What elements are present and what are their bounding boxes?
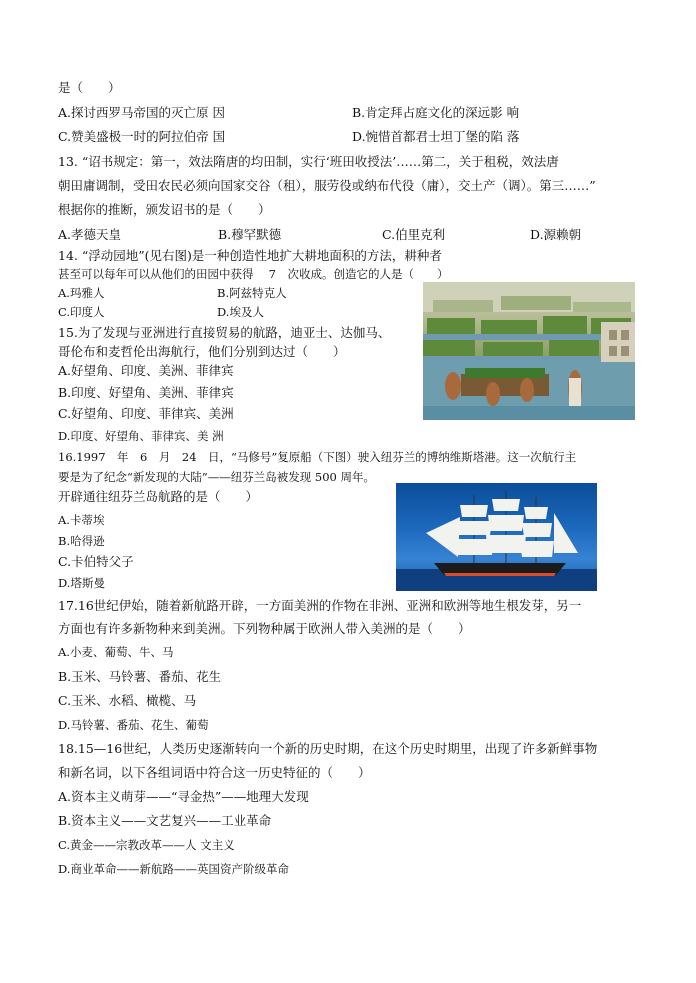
q15-option-b: B.印度、好望角、美洲、菲律宾	[58, 385, 234, 400]
q13-option-b: B.穆罕默德	[218, 227, 282, 242]
q16-stem-line3: 开辟通往纽芬兰岛航路的是（ ）	[58, 489, 259, 504]
q16-stem-line2: 要是为了纪念“新发现的大陆”——纽芬兰岛被发现 500 周年。	[58, 470, 376, 484]
q18-stem-line2: 和新名词，以下各组词语中符合这一历史特征的（ ）	[58, 765, 371, 780]
matthew-ship-image	[396, 483, 597, 591]
q17-stem-line2: 方面也有许多新物种来到美洲。下列物种属于欧洲人带入美洲的是（ ）	[58, 621, 471, 636]
q15-option-c: C.好望角、印度、菲律宾、美洲	[58, 406, 234, 421]
q17-stem-line1: 17.16世纪伊始，随着新航路开辟，一方面美洲的作物在非洲、亚洲和欧洲等地生根发芽，另一	[58, 598, 582, 613]
q18-option-b: B.资本主义——文艺复兴——工业革命	[58, 813, 272, 828]
q18-option-c: C.黄金——宗教改革——人 文主义	[58, 838, 235, 852]
q16-option-a: A.卡蒂埃	[58, 513, 105, 527]
q12-option-b: B.肯定拜占庭文化的深远影 响	[352, 105, 520, 120]
q12-option-a: A.探讨西罗马帝国的灭亡原 因	[58, 105, 225, 120]
floating-garden-image	[423, 282, 635, 420]
q16-option-d: D.塔斯曼	[58, 576, 105, 590]
q13-option-c: C.伯里克利	[382, 227, 446, 242]
q15-stem-line1: 15.为了发现与亚洲进行直接贸易的航路，迪亚士、达伽马、	[58, 325, 391, 340]
q18-option-a: A.资本主义萌芽——“寻金热”——地理大发现	[58, 789, 309, 804]
q14-option-d: D.埃及人	[217, 305, 264, 319]
q12-stem-tail: 是（ ）	[58, 80, 121, 95]
q15-stem-line2: 哥伦布和麦哲伦出海航行，他们分别到达过（ ）	[58, 344, 346, 359]
q13-option-d: D.源赖朝	[530, 227, 582, 242]
q15-option-a: A.好望角、印度、美洲、菲律宾	[58, 363, 234, 378]
q14-option-c: C.印度人	[58, 305, 105, 319]
q18-stem-line1: 18.15—16世纪，人类历史逐渐转向一个新的历史时期，在这个历史时期里，出现了许多新鲜事物	[58, 741, 598, 756]
q16-option-b: B.哈得逊	[58, 534, 105, 548]
q14-stem-line2: 甚至可以每年可以从他们的田园中获得 7 次收成。创造它的人是（ ）	[58, 267, 449, 281]
q17-option-c: C.玉米、水稻、橄榄、马	[58, 693, 197, 708]
q12-option-c: C.赞美盛极一时的阿拉伯帝 国	[58, 129, 226, 144]
q14-option-a: A.玛雅人	[58, 286, 105, 300]
q17-option-a: A.小麦、葡萄、牛、马	[58, 645, 174, 659]
q13-stem-line2: 朝田庸调制，受田农民必须向国家交谷（租），服劳役或纳布代役（庸），交土产（调）。第三……”	[58, 178, 596, 193]
q15-option-d: D.印度、好望角、菲律宾、美 洲	[58, 429, 224, 443]
q13-stem-line1: 13. “诏书规定：第一，效法隋唐的均田制，实行‘班田收授法’……第二，关于租税，效法唐	[58, 154, 559, 169]
q14-option-b: B.阿兹特克人	[217, 286, 287, 300]
q17-option-b: B.玉米、马铃薯、番茄、花生	[58, 669, 222, 684]
q17-option-d: D.马铃薯、番茄、花生、葡萄	[58, 718, 209, 732]
floating-garden-illustration	[423, 282, 635, 420]
q13-option-a: A.孝德天皇	[58, 227, 122, 242]
q14-stem-line1: 14. “浮动园地”(见右图)是一种创造性地扩大耕地面积的方法，耕种者	[58, 248, 442, 263]
q16-option-c: C.卡伯特父子	[58, 554, 134, 569]
ship-illustration	[396, 483, 597, 591]
q18-option-d: D.商业革命——新航路——英国资产阶级革命	[58, 862, 289, 876]
q16-stem-line1: 16.1997 年 6 月 24 日，“马修号”复原船（下图）驶入纽芬兰的博纳维斯塔港。这一次航行主	[58, 450, 577, 464]
q12-option-d: D.惋惜首都君士坦丁堡的陷 落	[352, 129, 520, 144]
q13-stem-line3: 根据你的推断，颁发诏书的是（ ）	[58, 202, 271, 217]
